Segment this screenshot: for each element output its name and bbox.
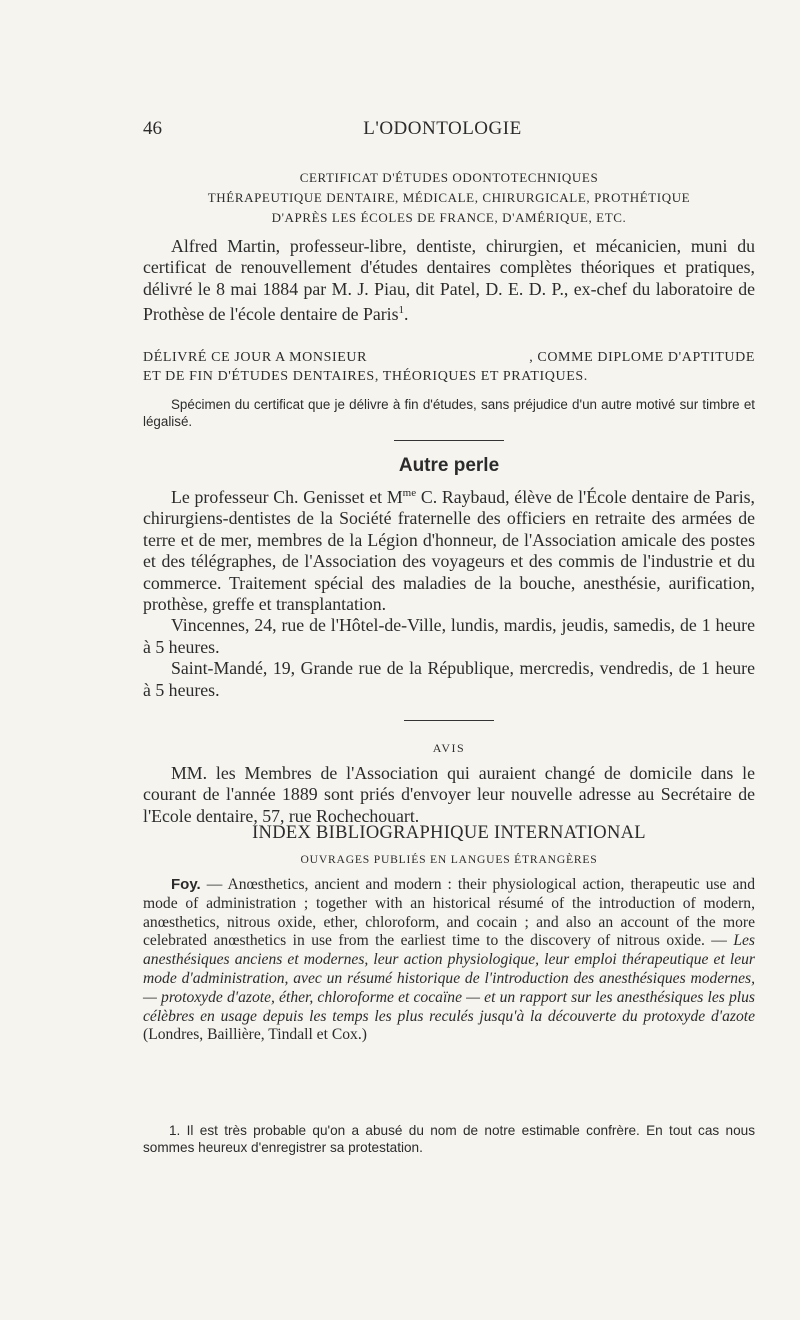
- paragraph-text: Le professeur Ch. Genisset et M: [171, 486, 403, 507]
- separator-1: [143, 440, 755, 441]
- index-entry-text: [143, 876, 755, 1045]
- page-header: [143, 118, 742, 142]
- entry-french: Les anesthésiques anciens et modernes, leur action physiologique, leur emploi thérapeutique et leur mode d'administration, avec un résumé historique de l'introduction des anesthésiques modernes, — protoxyde d'azote, éther, chloroforme et cocaïne — et un rapport sur les anesthésiques les plus célèbres en usage depuis les temps les plus reculés jusqu'à la découverte du protoxyde d'azote: [143, 932, 755, 1025]
- footnote-text: Il est très probable qu'on a abusé du nom de notre estimable confrère. En tout cas nous sommes heureux d'enregistrer sa protestation.: [143, 1123, 755, 1155]
- avis-section: [143, 741, 755, 756]
- autre-perle-heading: Autre perle: [398, 455, 500, 476]
- certificat-title-line-1: CERTIFICAT D'ÉTUDES ODONTOTECHNIQUES: [299, 170, 599, 185]
- divider: [404, 720, 494, 721]
- avis-heading: AVIS: [432, 741, 466, 755]
- autre-perle-section: [143, 455, 755, 477]
- delivre-line-2: ET DE FIN D'ÉTUDES DENTAIRES, THÉORIQUES ET PRATIQUES.: [143, 369, 588, 384]
- paragraph-text: C. Raybaud, élève de l'École dentaire de Paris, chirurgiens-dentistes de la Société fraternelle des officiers en retraite des armées de terre et de mer, membres de la Légion d'honneur, de l'Association amicale des postes et des télégraphes, de l'Association des voyageurs et des commis de l'industrie et du commerce. Traitement spécial des maladies de la bouche, anesthésie, aurification, prothèse, greffe et transplantation.: [143, 486, 755, 614]
- footnote: [143, 1122, 755, 1156]
- specimen-block: [143, 396, 755, 430]
- page-number: 46: [143, 118, 162, 139]
- autre-perle-paragraph-3: Saint-Mandé, 19, Grande rue de la République, mercredis, vendredis, de 1 heure à 5 heures.: [143, 658, 755, 700]
- footnote-reference: 1: [398, 304, 405, 317]
- specimen-text: Spécimen du certificat que je délivre à fin d'études, sans préjudice d'un autre motivé sur timbre et légalisé.: [143, 397, 755, 429]
- certificat-title-line-3: D'APRÈS LES ÉCOLES DE FRANCE, D'AMÉRIQUE, ETC.: [271, 210, 627, 225]
- footnote-section: [143, 1122, 755, 1156]
- avis-body: [143, 763, 755, 827]
- autre-perle-paragraph-1: [143, 483, 755, 615]
- certificat-paragraph: [143, 236, 755, 326]
- index-title: INDEX BIBLIOGRAPHIQUE INTERNATIONAL: [252, 823, 646, 843]
- autre-perle-body: [143, 483, 755, 701]
- footnote-number: 1.: [169, 1123, 181, 1138]
- superscript: me: [402, 487, 417, 499]
- separator-2: [143, 720, 755, 721]
- certificat-text: Alfred Martin, professeur-libre, dentiste, chirurgien, et mécanicien, muni du certificat de renouvellement d'études dentaires complètes théoriques et pratiques, délivré le 8 mai 1884 par M. J. Piau, dit Patel, D. E. D. P., ex-chef du laboratoire de Prothèse de l'école dentaire de Paris: [143, 236, 755, 325]
- divider: [394, 440, 504, 441]
- autre-perle-paragraph-2: Vincennes, 24, rue de l'Hôtel-de-Ville, lundis, mardis, jeudis, samedis, de 1 heure à 5 heures.: [143, 615, 755, 657]
- index-subtitle-wrap: [143, 853, 755, 866]
- delivre-block: [143, 348, 755, 386]
- entry-publisher: (Londres, Baillière, Tindall et Cox.): [143, 1026, 367, 1044]
- delivre-text-1: DÉLIVRÉ CE JOUR A MONSIEUR: [143, 350, 368, 365]
- index-section: [143, 823, 755, 844]
- certificat-section: [143, 168, 755, 228]
- entry-english: — Anœsthetics, ancient and modern : their physiological action, therapeutic use and mode of administration ; together with an historical résumé of the introduction of modern, anœsthetics, nitrous oxide, ether, chloroform, and cocain ; and also an account of the more celebrated anœsthetics in use from the earliest time to the discovery of nitrous oxide. —: [143, 876, 755, 950]
- certificat-text-end: .: [404, 304, 409, 325]
- index-subtitle: OUVRAGES PUBLIÉS EN LANGUES ÉTRANGÈRES: [300, 853, 598, 866]
- avis-text: MM. les Membres de l'Association qui auraient changé de domicile dans le courant de l'année 1889 sont priés d'envoyer leur nouvelle adresse au Secrétaire de l'Ecole dentaire, 57, rue Rochechouart.: [143, 763, 755, 826]
- delivre-line-1: [143, 348, 755, 367]
- running-title: L'ODONTOLOGIE: [363, 118, 522, 139]
- certificat-body: [143, 236, 755, 326]
- certificat-title-line-2: THÉRAPEUTIQUE DENTAIRE, MÉDICALE, CHIRURGICALE, PROTHÉTIQUE: [207, 190, 691, 205]
- delivre-text-2: , COMME DIPLOME D'APTITUDE: [529, 350, 755, 365]
- index-entry: [143, 876, 755, 1045]
- entry-author: Foy.: [171, 876, 201, 893]
